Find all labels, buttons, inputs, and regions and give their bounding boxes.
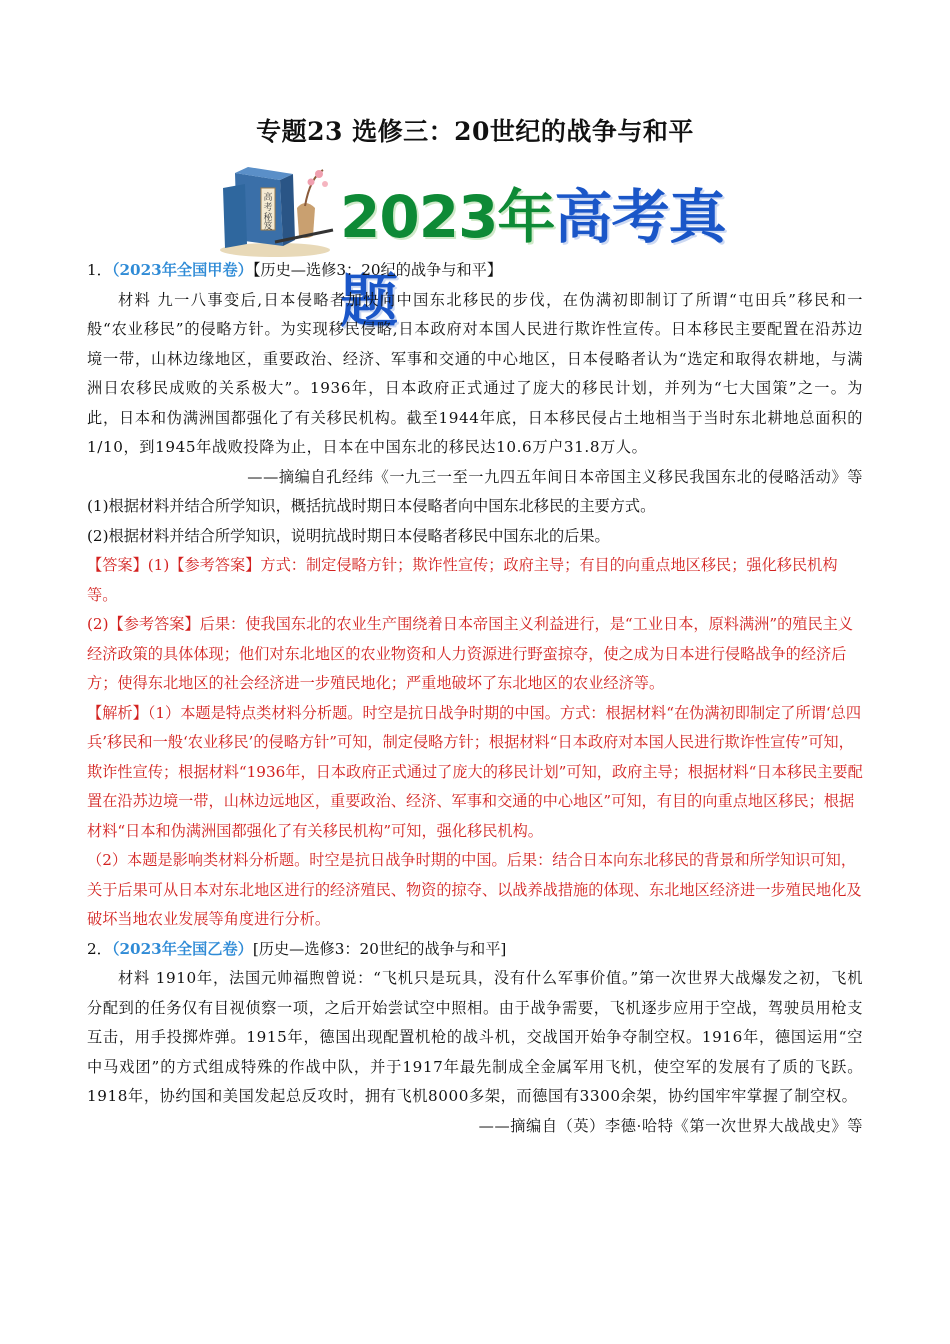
q1-header: [87, 256, 863, 286]
q1-analysis2: （2）本题是影响类材料分析题。时空是抗日战争时期的中国。后果：结合日本向东北移民的背景和所学知识可知，关于后果可从日本对东北地区进行的经济殖民、物资的掠夺、以战养战措施的体现、东北地区经济进一步殖民地化及破坏当地农业发展等角度进行分析。: [87, 851, 862, 928]
book-label-4: 笈: [263, 222, 273, 232]
q1-source: （2023年全国甲卷）: [111, 261, 253, 279]
q2-topic: [历史—选修3：20世纪的战争与和平]: [252, 939, 507, 958]
content: [87, 256, 863, 1141]
q1-analysis1: 【解析】（1）本题是特点类材料分析题。时空是抗日战争时期的中国。方式：根据材料“在伪满初即制定了所谓‘总四兵’移民和一般‘农业移民’的侵略方针”可知，制定侵略方针；根据材料“日本政府对本国人民进行欺诈性宣传”可知，欺诈性宣传；根据材料“1936年，日本政府正式通过了庞大的移民计划”可知，政府主导；根据材料“日本移民主要配置在沿苏边境一带，山林边远地区，重要政治、经济、军事和交通的中心地区”可知，有目的向重点地区移民；根据材料“日本和伪满洲国都强化了有关移民机构”可知，强化移民机构。: [87, 703, 863, 840]
q2-material: 材料 1910年，法国元帅福煦曾说：“飞机只是玩具，没有什么军事价值。”第一次世界大战爆发之初，飞机分配到的任务仅有目视侦察一项，之后开始尝试空中照相。由于战争需要，飞机逐步应用于空战，驾驶员用枪支互击，用手投掷炸弹。1915年，德国出现配置机枪的战斗机，交战国开始争夺制空权。1916年，德国运用“空中马戏团”的方式组成特殊的作战中队，并于1917年最先制成全金属军用飞机，使空军的发展有了质的飞跃。1918年，协约国和美国发起总反攻时，拥有飞机8000多架，而德国有3300余架，协约国牢牢掌握了制空权。: [87, 969, 863, 1105]
q1-material: 材料 九一八事变后,日本侵略者加快向中国东北移民的步伐，在伪满初即制订了所谓“屯田兵”移民和一般“农业移民”的侵略方针。为实现移民侵略,日本政府对本国人民进行欺诈性宣传。日本移民主要配置在沿苏边境一带，山林边缘地区，重要政治、经济、军事和交通的中心地区，日本侵略者认为“选定和取得农耕地，与满洲日农移民成败的关系极大”。1936年，日本政府正式通过了庞大的移民计划，并列为“七大国策”之一。为此，日本和伪满洲国都强化了有关移民机构。截至1944年底，日本移民侵占土地相当于当时东北耕地总面积的1/10，到1945年战败投降为止，日本在中国东北的移民达10.6万户31.8万人。: [87, 290, 863, 456]
page-title: 专题23 选修三：20世纪的战争与和平: [256, 117, 694, 146]
q1-topic: 【历史—选修3：20纪的战争与和平】: [252, 261, 503, 279]
q1-material-source: ——摘编自孔经纬《一九三一至一九四五年间日本帝国主义移民我国东北的侵略活动》等: [247, 467, 863, 486]
q1-answer2: (2)【参考答案】后果：使我国东北的农业生产围绕着日本帝国主义利益进行，是“工业日本，原料满洲”的殖民主义经济政策的具体体现；他们对东北地区的农业物资和人力资源进行野蛮掠夺，使之成为日本进行侵略战争的经济后方；使得东北地区的社会经济进一步殖民地化；严重地破坏了东北地区的农业经济等。: [87, 615, 854, 692]
book-label-1: 高: [263, 193, 273, 203]
banner-year: 2023年: [340, 183, 555, 251]
q1-answer1: 【答案】(1)【参考答案】方式：制定侵略方针；欺诈性宣传；政府主导；有目的向重点地区移民；强化移民机构等。: [87, 556, 838, 604]
q1-number: 1．: [87, 261, 112, 279]
q2-header: [87, 935, 863, 965]
book-label-2: 考: [263, 203, 273, 213]
q2-material-source: ——摘编自（英）李德·哈特《第一次世界大战战史》等: [478, 1116, 863, 1135]
q2-source: （2023年全国乙卷）: [111, 939, 253, 958]
q2-number: 2．: [87, 939, 112, 958]
q1-sub2: (2)根据材料并结合所学知识，说明抗战时期日本侵略者移民中国东北的后果。: [87, 526, 610, 545]
q1-sub1: (1)根据材料并结合所学知识，概括抗战时期日本侵略者向中国东北移民的主要方式。: [87, 497, 656, 515]
book-label-3: 秘: [263, 213, 273, 223]
banner-gaokao: 高考真题: [340, 183, 726, 335]
books-icon: [215, 158, 335, 258]
